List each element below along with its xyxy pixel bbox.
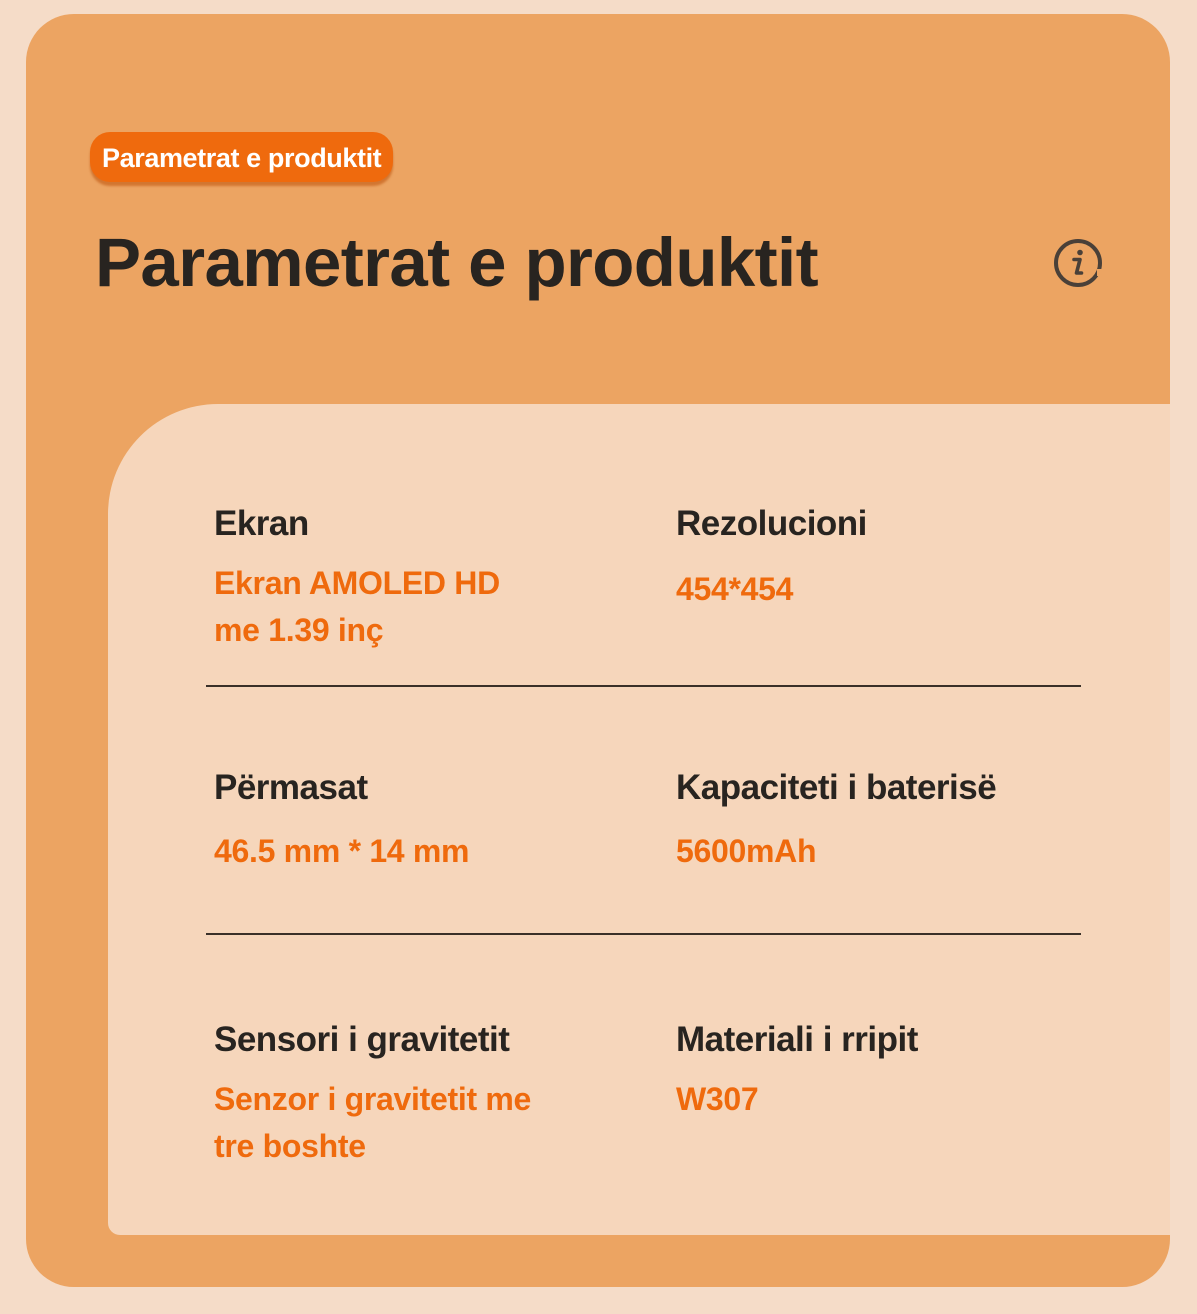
spec-value: Senzor i gravitetit me tre boshte — [214, 1081, 532, 1164]
spec-gravity-sensor — [214, 1018, 654, 1170]
spec-battery — [676, 766, 1116, 875]
spec-value: 5600mAh — [676, 833, 817, 869]
specs-panel — [108, 404, 1170, 1235]
spec-label: Ekran — [214, 504, 309, 543]
spec-label: Përmasat — [214, 768, 368, 807]
product-parameters-card — [26, 14, 1170, 1287]
info-icon-graphic — [1051, 236, 1105, 290]
spec-dimensions — [214, 766, 654, 875]
spec-resolution — [676, 502, 1116, 613]
spec-value: W307 — [676, 1081, 759, 1117]
spec-value: 454*454 — [676, 571, 794, 607]
spec-label: Materiali i rripit — [676, 1020, 918, 1059]
spec-label: Rezolucioni — [676, 504, 867, 543]
spec-strap-material — [676, 1018, 1116, 1123]
spec-label: Kapaciteti i baterisë — [676, 768, 997, 807]
spec-value: 46.5 mm * 14 mm — [214, 833, 470, 869]
spec-screen — [214, 502, 654, 654]
spec-label: Sensori i gravitetit — [214, 1020, 510, 1059]
row-divider — [206, 933, 1081, 935]
row-divider — [206, 685, 1081, 687]
page-title: Parametrat e produktit — [95, 224, 818, 301]
info-icon[interactable] — [1051, 236, 1105, 290]
section-badge: Parametrat e produktit — [90, 132, 393, 182]
spec-value: Ekran AMOLED HD me 1.39 inç — [214, 565, 500, 648]
